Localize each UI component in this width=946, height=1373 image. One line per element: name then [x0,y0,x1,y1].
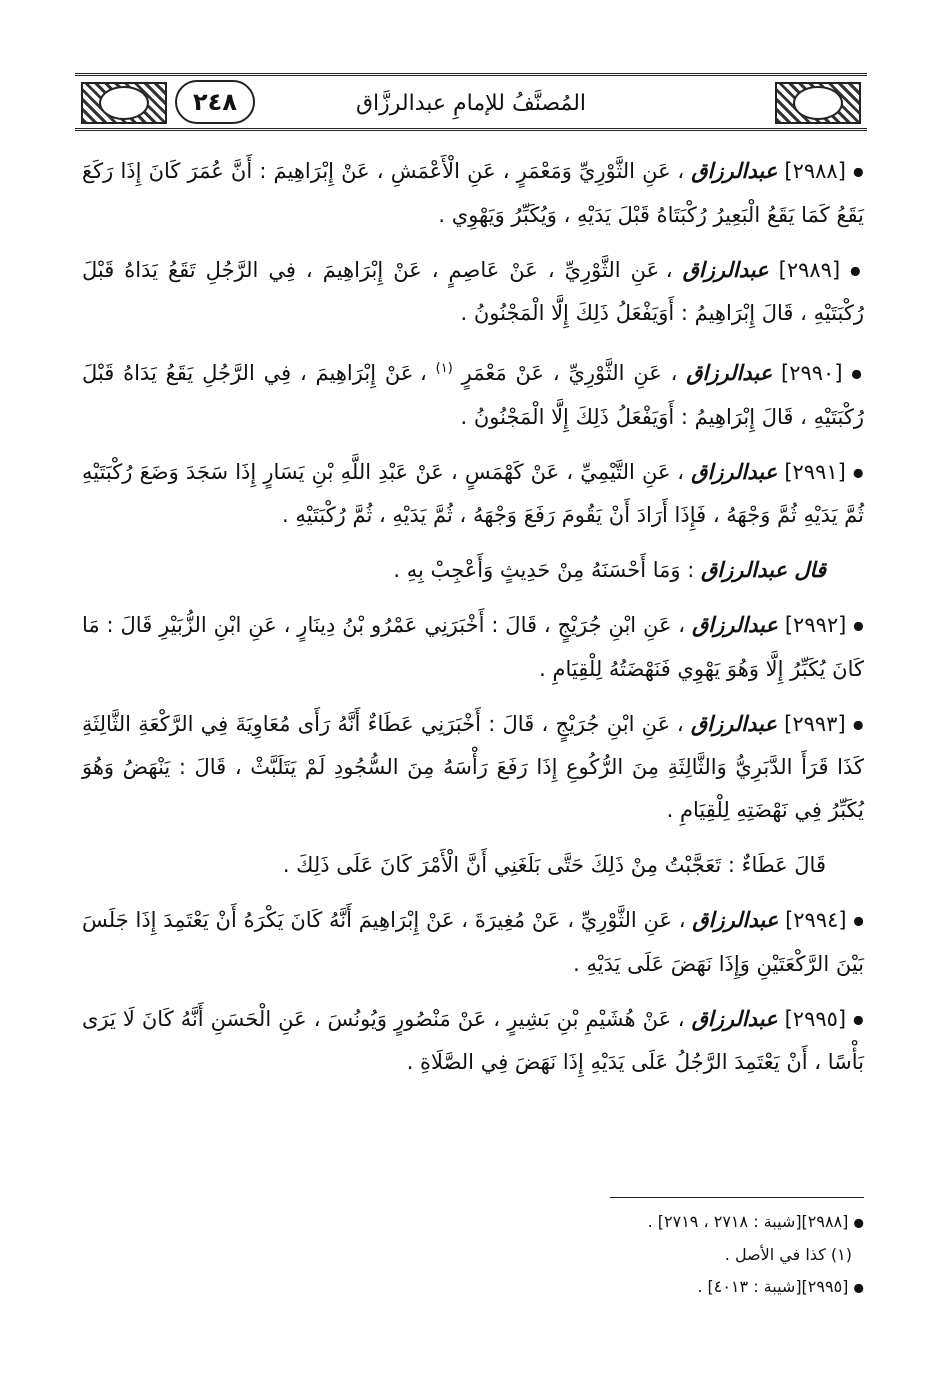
hadith-number: [٢٩٩٤] [785,908,847,932]
header-ornament-right [775,82,861,124]
hadith-text-part1: ، عَنِ الثَّوْرِيِّ ، عَنْ مَعْمَرٍ [461,361,678,385]
hadith-2988 [82,150,864,237]
page-header [75,73,867,131]
page-number: ٢٤٨ [175,80,255,124]
hadith-text: ، عَنِ ابْنِ جُرَيْجٍ ، قَالَ : أَخْبَرَنِي عَمْرُو بْنُ دِينَارٍ ، عَنِ ابْنِ الزُّبَيْرِ قَالَ : مَا كَانَ يُكَبِّرُ إِلَّا وَهُوَ يَهْوِي فَنَهْضَتُهُ لِلْقِيَامِ . [82,613,864,681]
hadith-number: [٢٩٩٠] [781,361,843,385]
bullet-icon: ● [853,618,864,633]
main-text [82,150,864,1096]
commentary-text: : وَمَا أَحْسَنَهُ مِنْ حَدِيثٍ وَأَعْجِبْ بِهِ . [393,558,695,582]
narrator-name: عبدالرزاق [692,908,779,932]
footnote-source-2988 [82,1206,864,1239]
hadith-text: ، عَنِ التَّيْمِيِّ ، عَنْ كَهْمَسٍ ، عَنْ عَبْدِ اللَّهِ بْنِ يَسَارٍ إِذَا سَجَدَ وَضَعَ رُكْبَتَيْهِ ثُمَّ يَدَيْهِ ثُمَّ وَجْهَهُ ، فَإِذَا أَرَادَ أَنْ يَقُومَ رَفَعَ وَجْهَهُ ، ثُمَّ يَدَيْهِ ، ثُمَّ رُكْبَتَيْهِ . [82,459,864,527]
hadith-number: [٢٩٩١] [784,459,846,484]
footnote-text: [٢٩٩٥][شيبة : ٤٠١٣] . [697,1276,849,1296]
hadith-2990 [82,347,864,439]
bullet-icon: ● [851,366,864,381]
hadith-text: ، عَنْ هُشَيْمِ بْنِ بَشِيرٍ ، عَنْ مَنْصُورٍ وَيُونُسَ ، عَنِ الْحَسَنِ أَنَّهُ كَانَ لَا يَرَى بَأْسًا ، أَنْ يَعْتَمِدَ الرَّجُلُ عَلَى يَدَيْهِ إِذَا نَهَضَ فِي الصَّلَاةِ . [82,1006,864,1074]
hadith-number: [٢٩٩٣] [784,711,846,736]
commentary-speaker: قال عبدالرزاق [701,558,826,582]
narrator-name: عبدالرزاق [682,257,769,282]
hadith-text: ، عَنِ الثَّوْرِيِّ وَمَعْمَرٍ ، عَنِ الْأَعْمَشِ ، عَنْ إِبْرَاهِيمَ : أَنَّ عُمَرَ كَانَ إِذَا رَكَعَ يَقَعُ كَمَا يَقَعُ الْبَعِيرُ رُكْبَتَاهُ قَبْلَ يَدَيْهِ ، وَيُكَبِّرُ وَيَهْوِي . [82,159,864,227]
footnote-text: [٢٩٨٨][شيبة : ٢٧١٨ ، ٢٧١٩] . [647,1212,849,1231]
bullet-icon: ● [850,263,864,277]
narrator-name: عبدالرزاق [686,361,773,385]
narrator-name: عبدالرزاق [691,159,778,183]
hadith-text: ، عَنِ الثَّوْرِيِّ ، عَنْ مُغِيرَةَ ، عَنْ إِبْرَاهِيمَ أَنَّهُ كَانَ يَكْرَهُ أَنْ يَعْتَمِدَ إِذَا جَلَسَ بَيْنَ الرَّكْعَتَيْنِ وَإِذَا نَهَضَ عَلَى يَدَيْهِ . [82,908,864,976]
narrator-name: عبدالرزاق [690,711,777,736]
hadith-2992 [82,604,864,691]
commentary-abdulrazzaq [82,549,864,592]
footnote-reference[interactable]: (١) [435,361,453,376]
hadith-2995 [82,998,864,1085]
footnotes [82,1206,864,1303]
hadith-text: ، عَنِ الثَّوْرِيِّ ، عَنْ عَاصِمٍ ، عَنْ إِبْرَاهِيمَ ، فِي الرَّجُلِ تَقَعُ يَدَاهُ قَبْلَ رُكْبَتَيْهِ ، قَالَ إِبْرَاهِيمُ : أَوَيَفْعَلُ ذَلِكَ إِلَّا الْمَجْنُونُ . [82,257,864,325]
hadith-text: ، عَنْ إِبْرَاهِيمَ ، فِي الرَّجُلِ يَقَعُ يَدَاهُ قَبْلَ رُكْبَتَيْهِ ، قَالَ إِبْرَاهِيمُ : أَوَيَفْعَلُ ذَلِكَ إِلَّا الْمَجْنُونُ . [82,361,864,429]
hadith-number: [٢٩٩٥] [784,1006,847,1031]
bullet-icon: ● [852,717,864,731]
commentary-ata: قَالَ عَطَاءٌ : تَعَجَّبْتُ مِنْ ذَلِكَ حَتَّى بَلَغَنِي أَنَّ الْأَمْرَ كَانَ عَلَى ذَلِكَ . [282,853,826,877]
hadith-2993 [82,703,864,833]
footnote-1: (١) كذا في الأصل . [724,1244,852,1264]
hadith-2994 [82,899,864,986]
bullet-icon: ● [853,1012,864,1026]
bullet-icon: ● [853,465,864,479]
hadith-2991 [82,451,864,538]
hadith-number: [٢٩٩٢] [784,613,847,637]
header-ornament-left [81,82,167,124]
hadith-number: [٢٩٨٩] [778,257,841,282]
footnote-source-2995 [82,1271,864,1304]
bullet-icon: ● [853,164,864,179]
footnote-divider [610,1197,864,1198]
hadith-2989 [82,249,864,336]
book-title: المُصنَّفُ للإمامِ عبدالرزَّاق [355,91,587,116]
bullet-icon: ● [853,1280,864,1294]
hadith-text: ، عَنِ ابْنِ جُرَيْجٍ ، قَالَ : أَخْبَرَنِي عَطَاءٌ أَنَّهُ رَأَى مُعَاوِيَةَ فِي الرَّكْعَةِ الثَّالِثَةِ كَذَا قَرَأَ الدَّبَرِيُّ وَالثَّالِثَةِ مِنَ الرُّكُوعِ إِذَا رَفَعَ رَأْسَهُ مِنَ السُّجُودِ لَمْ يَتَلَبَّثْ ، قَالَ : يَنْهَضُ وَهُوَ يُكَبِّرُ فِي نَهْضَتِهِ لِلْقِيَامِ . [82,711,864,822]
hadith-number: [٢٩٨٨] [784,159,846,183]
narrator-name: عبدالرزاق [691,1006,778,1031]
narrator-name: عبدالرزاق [691,459,778,484]
narrator-name: عبدالرزاق [691,613,778,637]
bullet-icon: ● [853,1215,864,1230]
bullet-icon: ● [853,913,864,928]
